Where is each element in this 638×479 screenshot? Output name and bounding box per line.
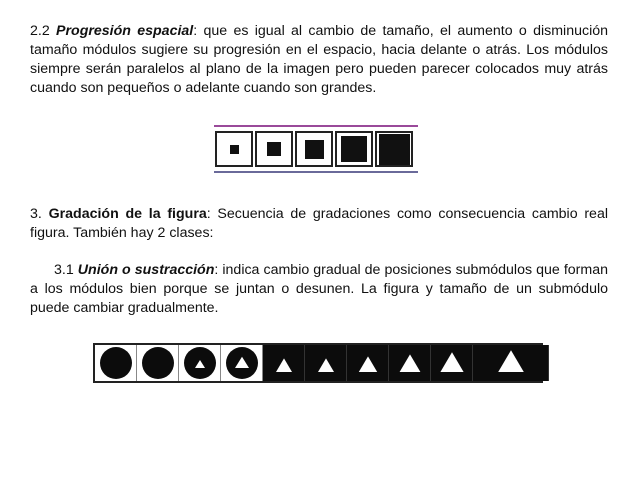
union-cell: [389, 345, 431, 381]
section-2-2-title: Progresión espacial: [56, 23, 194, 39]
white-triangle-icon: [276, 358, 292, 372]
section-3-title: Gradación de la figura: [48, 206, 207, 222]
white-triangle-icon: [318, 358, 334, 372]
progression-cell: [295, 131, 333, 167]
section-2-2-body: : que es igual al cambio de tamaño, el aumento o disminución tamaño módulos sugiere su progresión en el espacio, hacia delante o atrás. Los módulos siempre serán paralelos al plano de la imagen pero pueden parecer colocados muy atrás cuando son pequeños o adelante cuando son grandes.: [30, 23, 609, 96]
progression-cell: [375, 131, 413, 167]
union-cell: [221, 345, 263, 381]
white-triangle-icon: [498, 350, 524, 372]
section-2-2-number: 2.2: [30, 23, 50, 39]
filled-square-icon: [230, 145, 239, 154]
progression-cell: [335, 131, 373, 167]
section-3-paragraph: [30, 205, 608, 243]
union-cell: [431, 345, 473, 381]
section-3-body: : Secuencia de gradaciones como consecuencia cambio real figura. También hay 2 clases:: [30, 206, 608, 241]
section-3-1-number: 3.1: [54, 262, 74, 278]
union-cell: [263, 345, 305, 381]
filled-square-icon: [267, 142, 281, 156]
section-3-number: 3.: [30, 206, 42, 222]
black-circle-icon: [142, 347, 174, 379]
white-triangle-icon: [399, 354, 420, 372]
filled-square-icon: [379, 134, 410, 165]
black-circle-icon: [100, 347, 132, 379]
progression-cell: [215, 131, 253, 167]
progression-cell: [255, 131, 293, 167]
union-figure: [93, 343, 543, 383]
section-3-1-paragraph: [30, 261, 608, 318]
section-3-1-body: : indica cambio gradual de posiciones submódulos que forman a los módulos bien porque se juntan o desunen. La figura y tamaño de un submódulo puede cambiar gradualmente.: [30, 262, 608, 316]
section-2-2-paragraph: [30, 22, 608, 98]
union-cell: [473, 345, 549, 381]
filled-square-icon: [305, 140, 324, 159]
union-cell: [137, 345, 179, 381]
union-cell: [305, 345, 347, 381]
section-3-1-title: Unión o sustracción: [77, 262, 215, 278]
progression-figure: [214, 125, 418, 173]
union-cell: [347, 345, 389, 381]
white-triangle-icon: [358, 356, 376, 372]
union-cell: [179, 345, 221, 381]
white-triangle-icon: [440, 352, 463, 372]
union-cell: [95, 345, 137, 381]
filled-square-icon: [341, 136, 367, 162]
